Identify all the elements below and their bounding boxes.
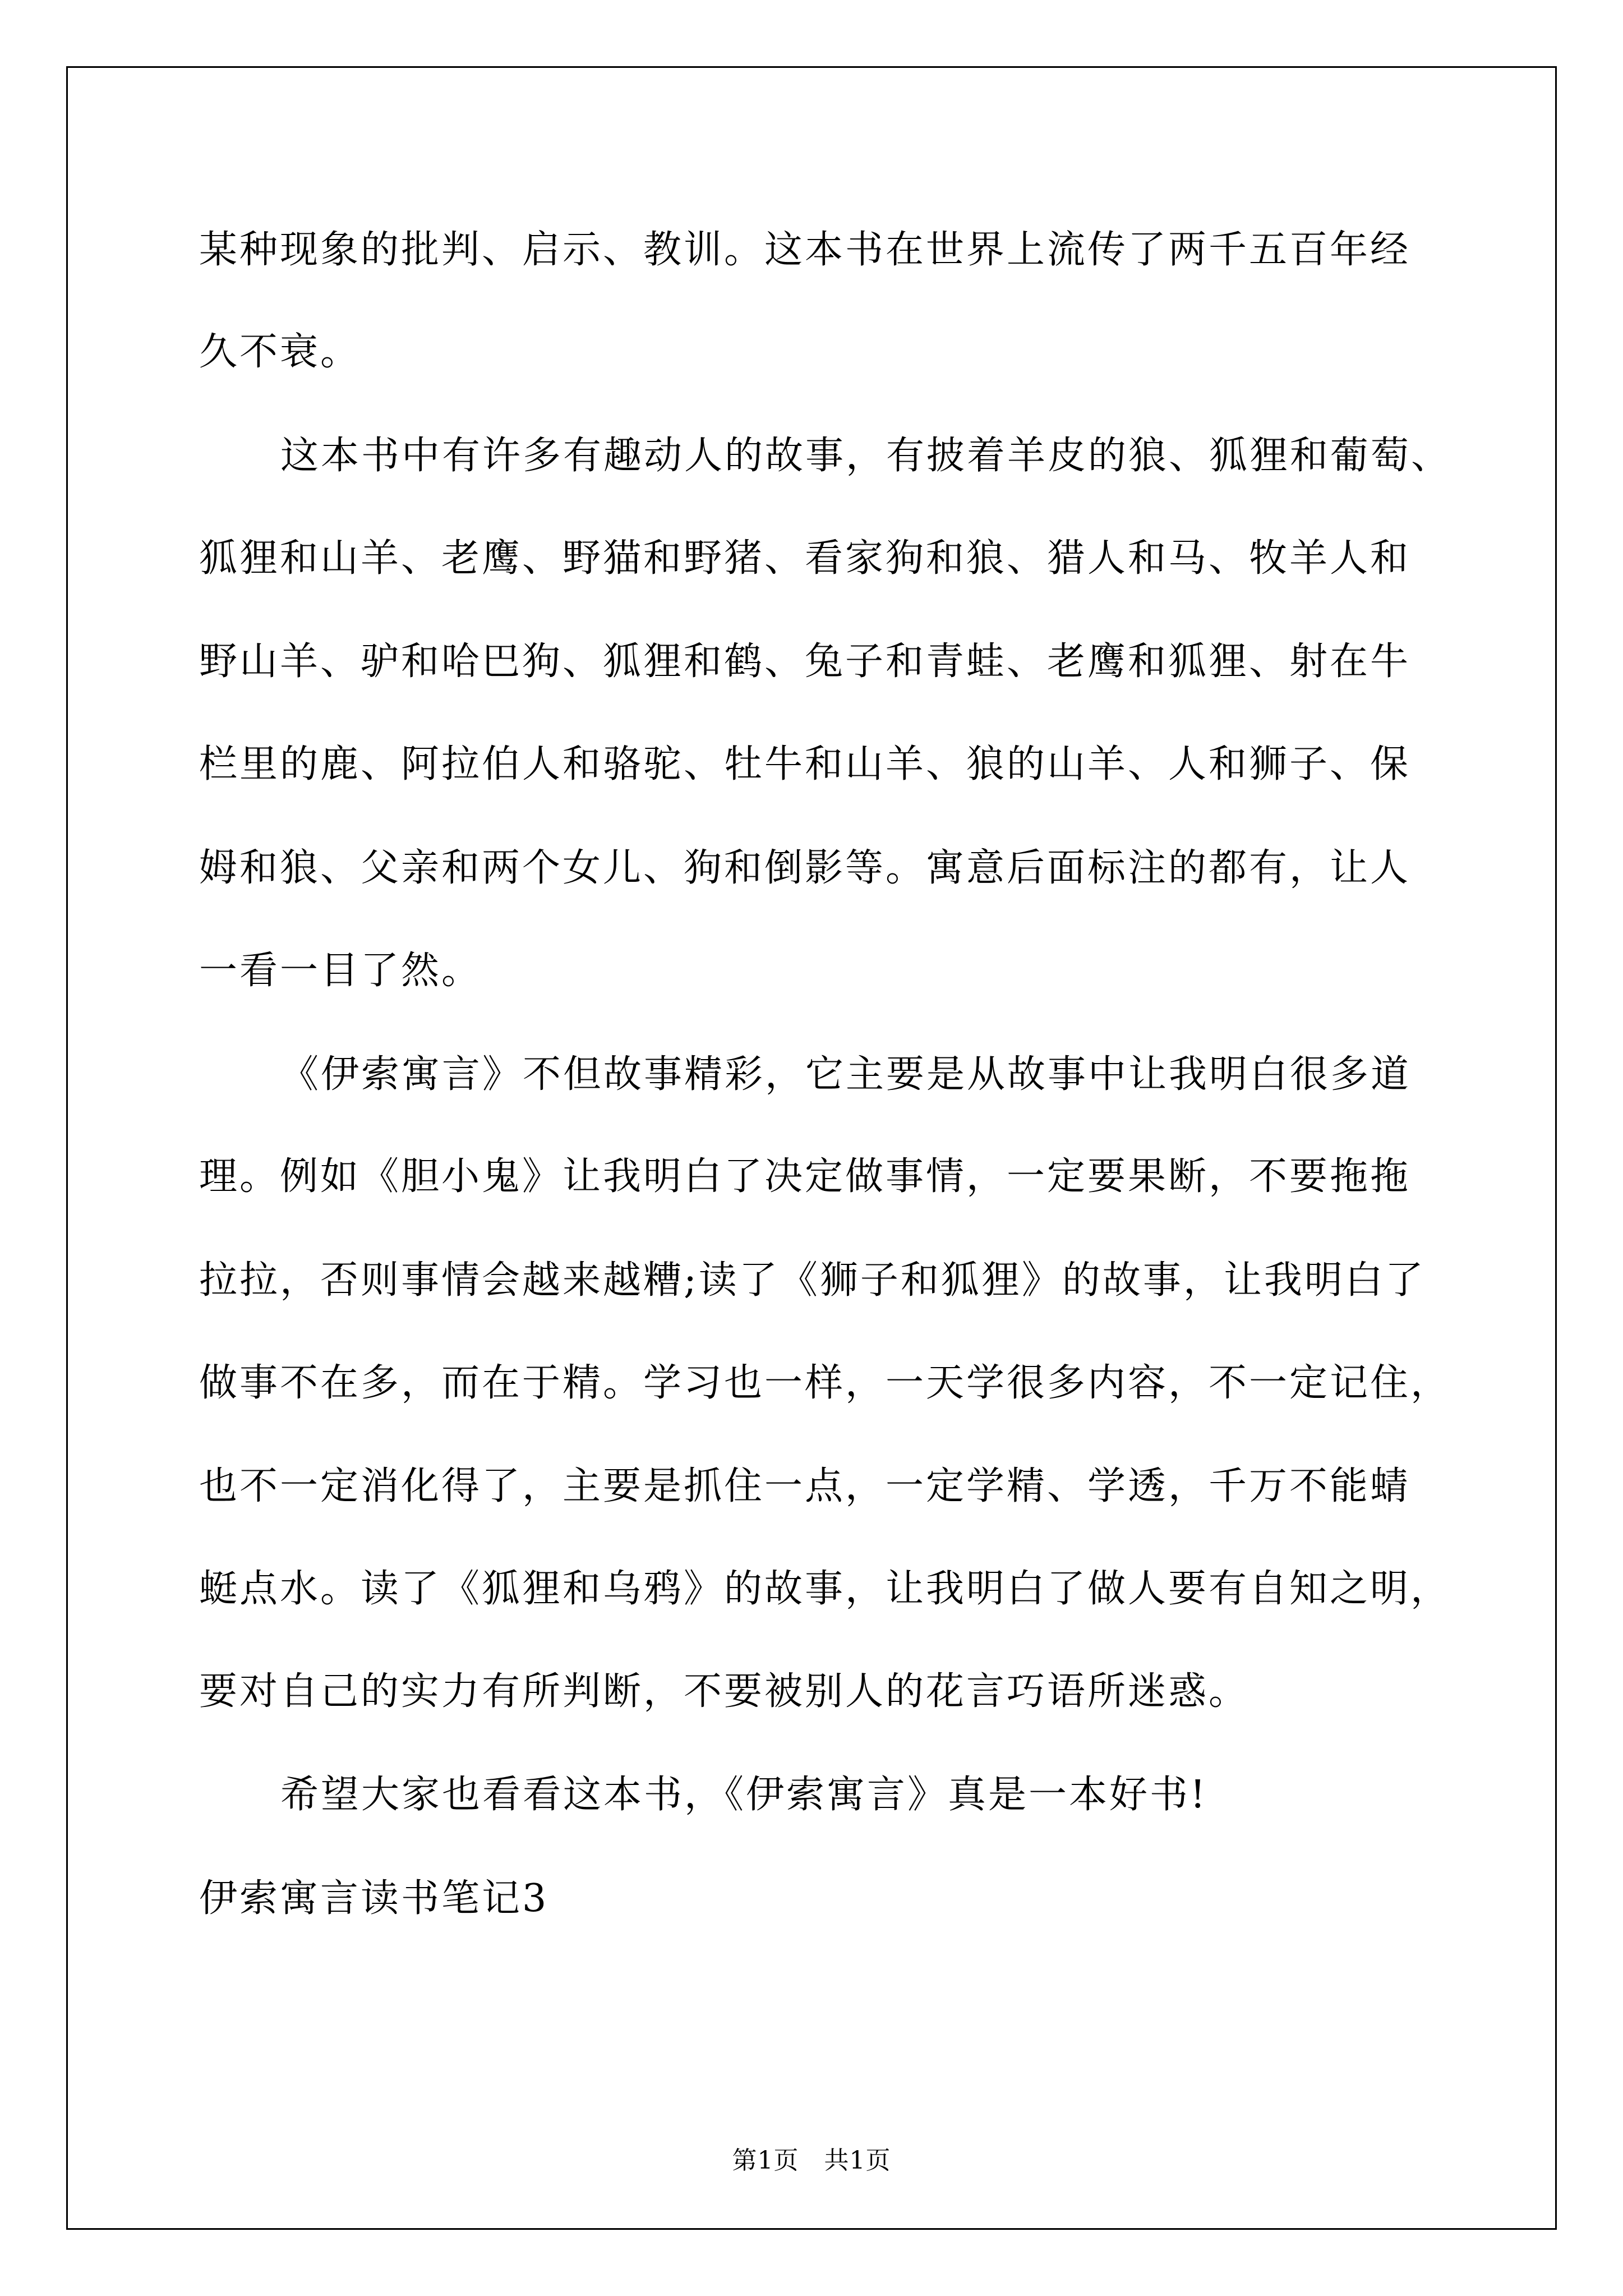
body-text-line: 做事不在多，而在于精。学习也一样，一天学很多内容，不一定记住， (199, 1361, 1451, 1405)
body-text-line: 要对自己的实力有所判断，不要被别人的花言巧语所迷惑。 (199, 1669, 1249, 1714)
body-text-line: 一看一目了然。 (199, 949, 482, 993)
body-text-line: 拉拉，否则事情会越来越糟;读了《狮子和狐狸》的故事，让我明白了 (199, 1258, 1426, 1303)
section-heading: 伊索寓言读书笔记3 (199, 1876, 549, 1921)
body-text-line: 狐狸和山羊、老鹰、野猫和野猪、看家狗和狼、猎人和马、牧羊人和 (199, 536, 1411, 581)
paragraph-first-line: 这本书中有许多有趣动人的故事，有披着羊皮的狼、狐狸和葡萄、 (280, 434, 1452, 478)
body-text-line: 某种现象的批判、启示、教训。这本书在世界上流传了两千五百年经 (199, 228, 1411, 272)
paragraph-first-line: 《伊索寓言》不但故事精彩，它主要是从故事中让我明白很多道 (280, 1052, 1412, 1097)
body-text-line: 理。例如《胆小鬼》让我明白了决定做事情，一定要果断，不要拖拖 (199, 1154, 1411, 1199)
body-text-line: 也不一定消化得了，主要是抓住一点，一定学精、学透，千万不能蜻 (199, 1464, 1411, 1508)
page-number-footer: 第1页 共1页 (732, 2146, 891, 2175)
body-text-line: 久不衰。 (199, 330, 361, 374)
paragraph-first-line: 希望大家也看看这本书，《伊索寓言》真是一本好书! (280, 1773, 1208, 1817)
body-text-line: 栏里的鹿、阿拉伯人和骆驼、牡牛和山羊、狼的山羊、人和狮子、保 (199, 742, 1411, 786)
body-text-line: 蜓点水。读了《狐狸和乌鸦》的故事，让我明白了做人要有自知之明， (199, 1567, 1451, 1611)
body-text-line: 姆和狼、父亲和两个女儿、狗和倒影等。寓意后面标注的都有，让人 (199, 846, 1411, 890)
body-text-line: 野山羊、驴和哈巴狗、狐狸和鹤、兔子和青蛙、老鹰和狐狸、射在牛 (199, 639, 1411, 684)
